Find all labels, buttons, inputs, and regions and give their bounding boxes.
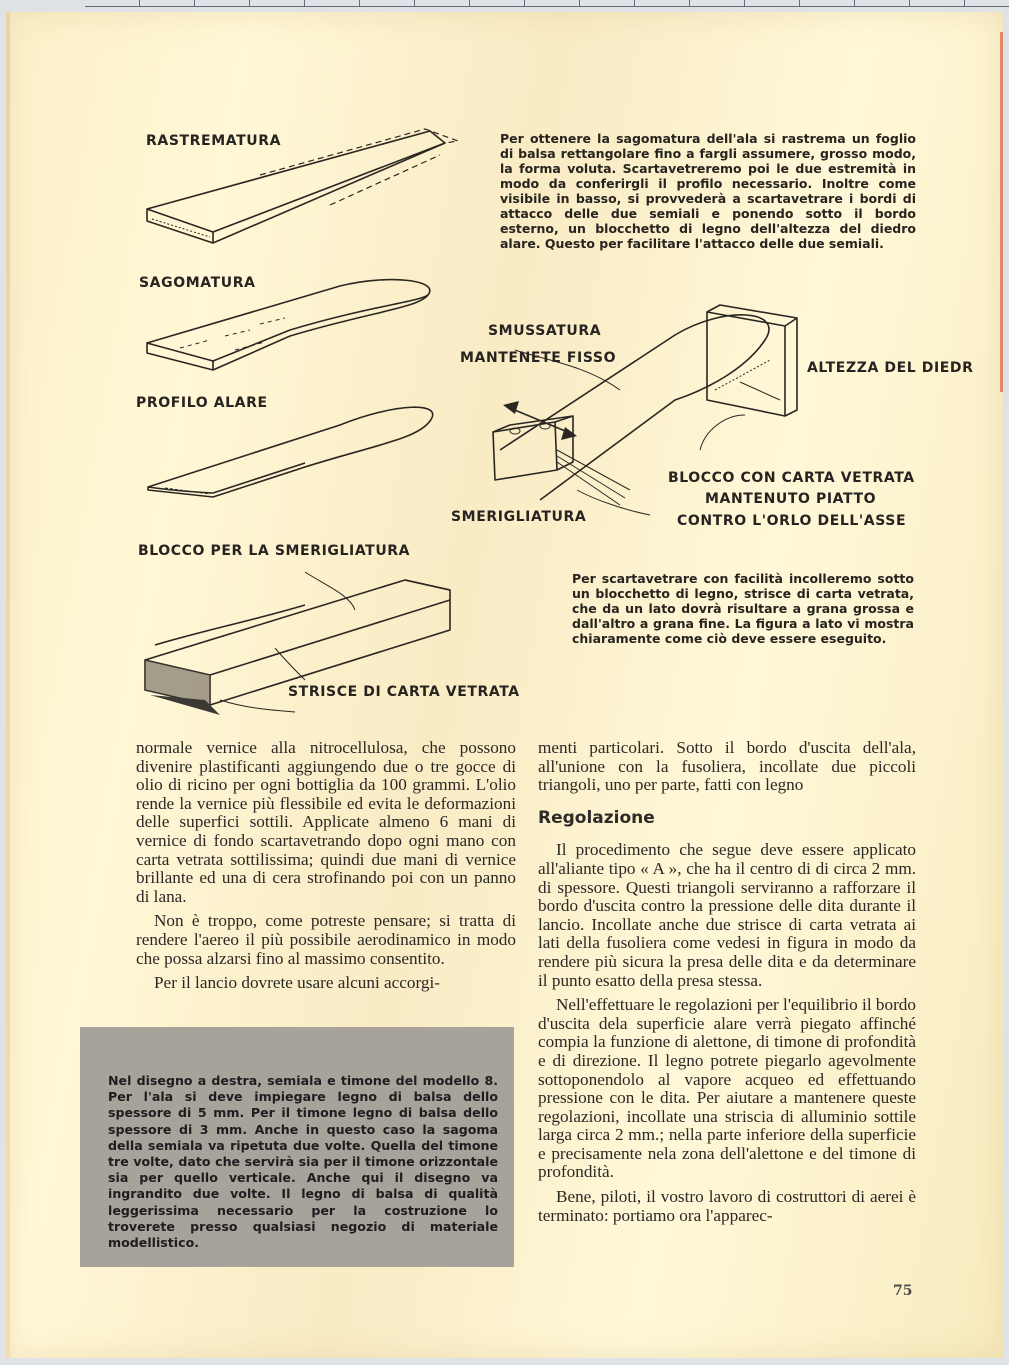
wing-sanding-drawing bbox=[485, 300, 815, 520]
page-number: 75 bbox=[893, 1283, 913, 1299]
article-left-column bbox=[136, 739, 516, 999]
article-right-paragraph-2: Nell'effettuare le regolazioni per l'equilibrio il bordo d'uscita dela superficie alare verrà piegato affinché compia la funzione di alettone, di timone di profondità e di direzione. Il legno potrete piegarlo agevolmente sottoponendolo al vapore acqueo ed effettuando pressione con le dita. Per aiutare a mantenere queste regolazioni, incollate una striscia di alluminio sottile larga circa 2 mm.; nella parte inferiore della superficie e precisamente nela zona dell'alettone e del timone di profondità. bbox=[538, 995, 916, 1182]
section-heading-regolazione: Regolazione bbox=[538, 807, 655, 828]
label-strisce-carta-vetrata: STRISCE DI CARTA VETRATA bbox=[288, 684, 520, 700]
label-smerigliatura: SMERIGLIATURA bbox=[451, 509, 587, 525]
article-right-paragraph-1: Il procedimento che segue deve essere applicato all'aliante tipo « A », che ha il centro di di circa 2 mm. di spessore. Questi triangoli serviranno a rafforzare il bordo d'uscita contro la pressione delle dita durante il lancio. Incollate anche due strisce di carta vetrata ai lati della fusoliera come vedesi in figura in modo da rendere più sicura la presa delle dita e da determinare il punto esatto della presa stessa. bbox=[538, 840, 916, 990]
label-rastrematura: RASTREMATURA bbox=[146, 133, 282, 149]
article-right-paragraph-3: Bene, piloti, il vostro lavoro di costruttori di aerei è terminato: portiamo ora l'apparec- bbox=[538, 1187, 916, 1225]
article-left-paragraph-1: normale vernice alla nitrocellulosa, che possono divenire plastificanti aggiungendo due o tre gocce di olio di ricino per ogni bottiglia da 100 grammi. L'olio rende la vernice più flessibile ed evita le deformazioni delle superfici sottili. Applicate almeno 6 mani di vernice di fondo scartavetrando dopo ogni mano con carta vetrata sottilissima; quindi due mani di vernice brillante ed una di cera strofinando poi con un panno di lana. bbox=[136, 738, 516, 906]
caption-model-note: Nel disegno a destra, semiala e timone del modello 8. Per l'ala si deve impiegare legno di balsa dello spessore di 5 mm. Per il timone legno di balsa dello spessore di 3 mm. Anche in questo caso la sagoma della semiala va ripetuta due volte. Quella del timone tre volte, dato che servirà sia per il timone orizzontale sia per quello verticale. Anche qui il disegno va ingrandito due volte. Il legno di balsa di qualità leggerissima necessario per la costruzione lo troverete presso qualsiasi negozio di materiale modellistico. bbox=[108, 1073, 498, 1251]
plank-tapering-drawing bbox=[140, 125, 460, 250]
label-blocco-line1: BLOCCO CON CARTA VETRATA bbox=[668, 470, 915, 486]
airfoil-profile-drawing bbox=[145, 395, 445, 505]
article-left-paragraph-3: Per il lancio dovrete usare alcuni accorgi- bbox=[154, 973, 441, 993]
scan-ruler bbox=[85, 0, 1009, 7]
label-smussatura: SMUSSATURA bbox=[488, 323, 602, 339]
label-mantenete-fisso: MANTENETE FISSO bbox=[460, 350, 617, 366]
label-blocco-smerigliatura: BLOCCO PER LA SMERIGLIATURA bbox=[138, 543, 411, 559]
label-profilo-alare: PROFILO ALARE bbox=[136, 395, 268, 411]
article-right-intro: menti particolari. Sotto il bordo d'uscita dell'ala, all'unione con la fusoliera, incollate due piccoli triangoli, uno per parte, fatti con legno bbox=[538, 738, 916, 795]
label-altezza-diedro: ALTEZZA DEL DIEDR bbox=[807, 360, 974, 376]
model-note-box bbox=[80, 1027, 514, 1267]
page-edge-accent bbox=[1000, 32, 1003, 392]
label-sagomatura: SAGOMATURA bbox=[139, 275, 256, 291]
label-blocco-line3: CONTRO L'ORLO DELL'ASSE bbox=[677, 513, 907, 529]
article-right-column bbox=[538, 739, 916, 1231]
caption-sanding-block: Per scartavetrare con facilità incolleremo sotto un blocchetto di legno, strisce di carta vetrata, che da un lato dovrà risultare a grana grossa e dall'altro a grana fine. La figura a lato vi mostra chiaramente come ciò deve essere eseguito. bbox=[572, 571, 914, 646]
label-blocco-line2: MANTENUTO PIATTO bbox=[705, 491, 877, 507]
caption-wing-shaping: Per ottenere la sagomatura dell'ala si rastrema un foglio di balsa rettangolare fino a fargli assumere, grosso modo, la forma voluta. Scartavetreremo poi le due estremità in modo da conferirgli il profilo necessario. Inoltre come visibile in basso, si provvederà a scartavetrare i bordi di attacco delle due semiali e ponendo sotto il bordo esterno, un blocchetto di legno dell'altezza del diedro alare. Questo per facilitare l'attacco delle due semiali. bbox=[500, 131, 916, 251]
page-binding-edge bbox=[6, 12, 10, 1358]
wing-shaping-drawing bbox=[140, 278, 440, 378]
article-left-paragraph-2: Non è troppo, come potreste pensare; si tratta di rendere l'aereo il più possibile aerodinamico in modo che possa alzarsi fino al massimo consentito. bbox=[136, 911, 516, 968]
